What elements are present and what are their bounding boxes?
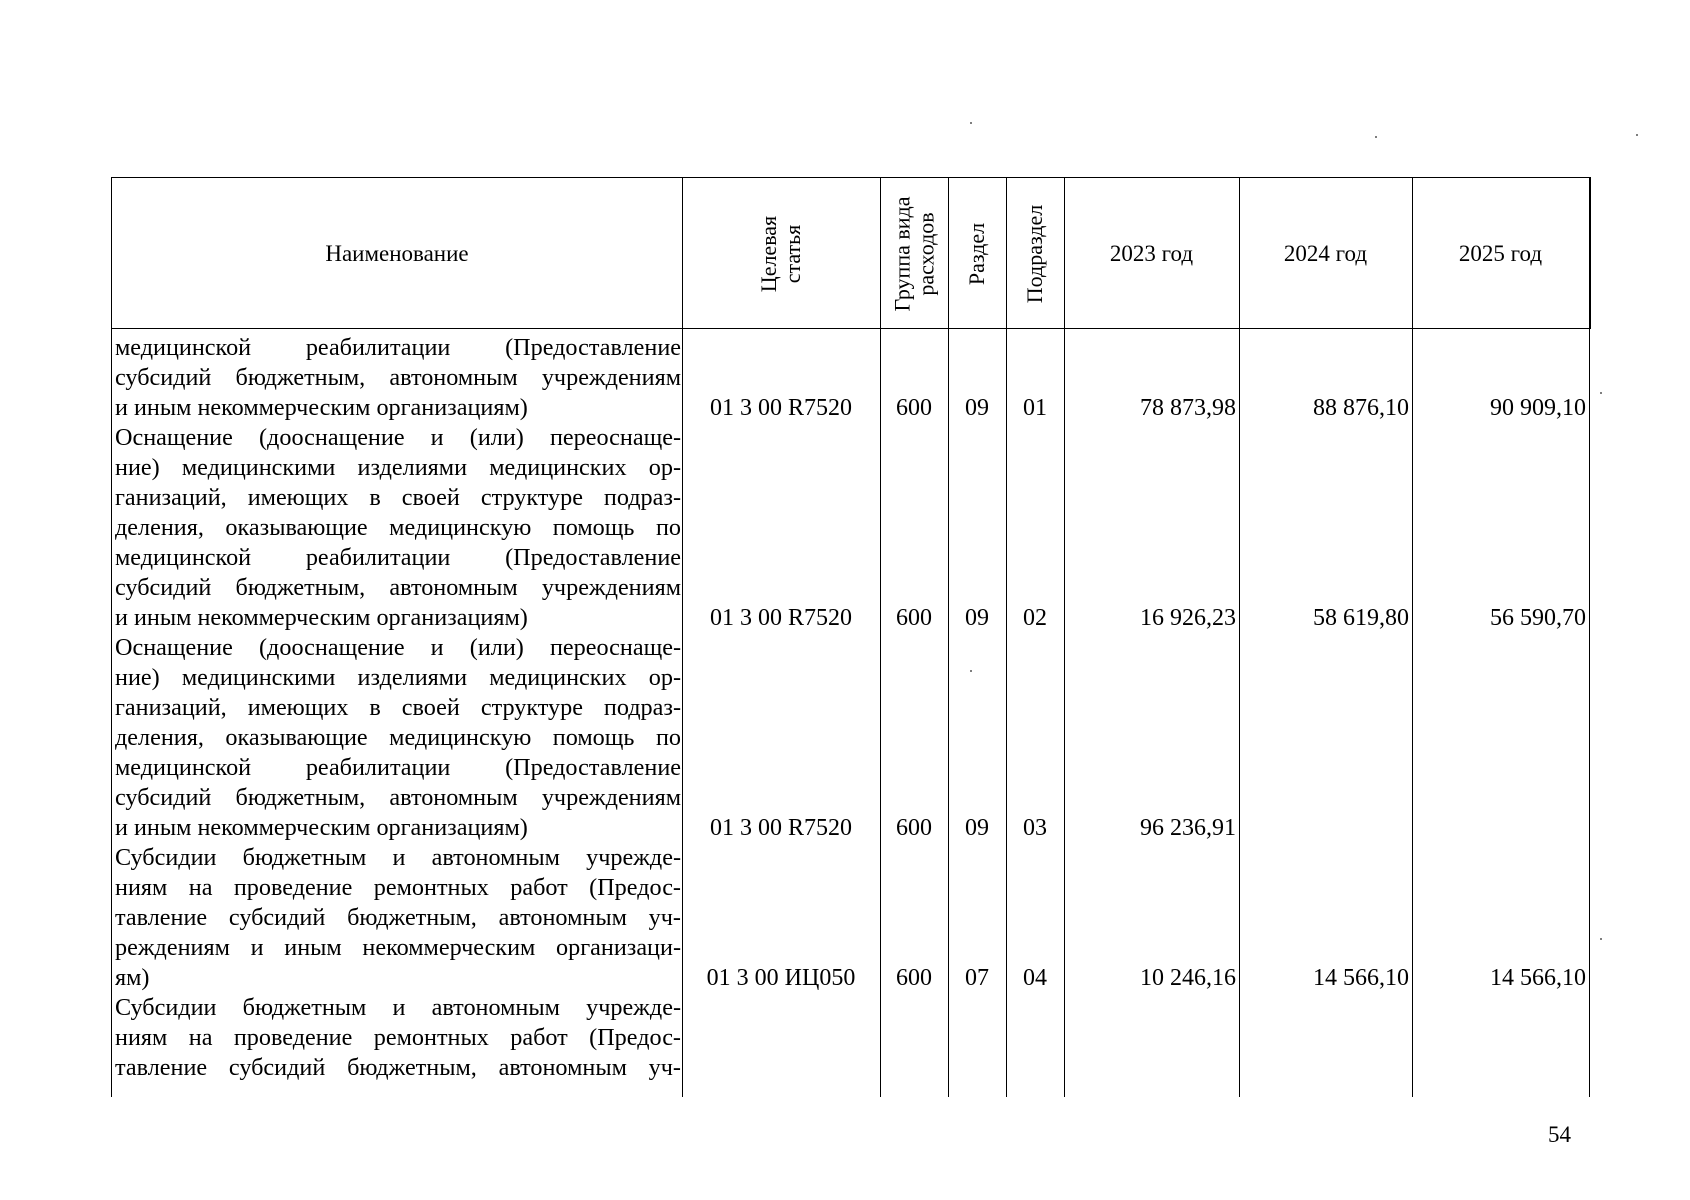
row-name [115, 633, 681, 843]
cell-subsection: 04 [1023, 965, 1047, 991]
row-name-line: Оснащение (дооснащение и (или) переоснаще- [115, 634, 681, 661]
row-name-line: медицинской реабилитации (Предоставление [115, 754, 681, 781]
cell-target-article: 01 3 00 ИЦ050 [706, 965, 856, 991]
row-name-line: Оснащение (дооснащение и (или) переоснаще- [115, 424, 681, 451]
cell-year-2023: 78 873,98 [1140, 395, 1236, 421]
row-name [115, 993, 681, 1083]
row-name-line: и иным некоммерческим организациям) [115, 394, 528, 421]
scan-speck [970, 122, 972, 124]
cell-subsection: 03 [1023, 815, 1047, 841]
cell-year-2025: 90 909,10 [1490, 395, 1586, 421]
cell-section: 09 [965, 815, 989, 841]
row-name-line: субсидий бюджетным, автономным учреждениям [115, 784, 681, 811]
cell-year-2025: 56 590,70 [1490, 605, 1586, 631]
row-name-line: субсидий бюджетным, автономным учреждениям [115, 364, 681, 391]
row-name-line: ганизаций, имеющих в своей структуре подраз- [115, 694, 681, 721]
cell-section: 07 [965, 965, 989, 991]
row-name-line: Субсидии бюджетным и автономным учрежде- [115, 844, 681, 871]
cell-target-article: 01 3 00 R7520 [709, 605, 852, 631]
header-year-2024 [1239, 178, 1412, 330]
cell-year-2023: 10 246,16 [1140, 965, 1236, 991]
cell-year-2024: 58 619,80 [1313, 605, 1409, 631]
row-name-line: ганизаций, имеющих в своей структуре подраз- [115, 484, 681, 511]
page-number: 54 [1548, 1122, 1571, 1147]
cell-year-2023: 96 236,91 [1140, 815, 1236, 841]
row-name-line: медицинской реабилитации (Предоставление [115, 334, 681, 361]
row-name-line: деления, оказывающие медицинскую помощь по [115, 514, 681, 541]
row-name-line: ниям на проведение ремонтных работ (Предос- [115, 874, 681, 901]
scan-speck [1600, 392, 1602, 394]
header-target-article-rotated [757, 216, 805, 292]
header-target-article-line1: Целевая [755, 215, 781, 293]
budget-table [111, 177, 1591, 1097]
row-name-line: ям) [115, 964, 150, 991]
cell-subsection: 02 [1023, 605, 1047, 631]
cell-year-2024: 88 876,10 [1313, 395, 1409, 421]
header-expense-group-rotated [890, 197, 938, 312]
cell-section: 09 [965, 395, 989, 421]
header-target-article [682, 178, 880, 330]
scan-speck [1600, 938, 1602, 940]
row-name [115, 843, 681, 993]
header-expense-group [880, 178, 948, 330]
row-name-line: тавление субсидий бюджетным, автономным уч- [115, 904, 681, 931]
row-name [115, 333, 681, 423]
header-year-2023 [1064, 178, 1239, 330]
header-name-label: Наименование [325, 241, 469, 266]
cell-target-article: 01 3 00 R7520 [709, 395, 852, 421]
row-name-line: реждениям и иным некоммерческим организаци- [115, 934, 681, 961]
header-target-article-line2: статья [779, 224, 805, 284]
cell-target-article: 01 3 00 R7520 [709, 815, 852, 841]
row-name-line: Субсидии бюджетным и автономным учрежде- [115, 994, 681, 1021]
header-name [112, 178, 682, 330]
cell-expense-group: 600 [896, 395, 932, 421]
header-subsection [1006, 178, 1064, 330]
header-year-2023-label: 2023 год [1109, 241, 1194, 266]
header-expense-group-line2: расходов [913, 212, 939, 296]
header-subsection-label: Подраздел [1022, 204, 1048, 304]
row-name-line: медицинской реабилитации (Предоставление [115, 544, 681, 571]
cell-year-2023: 16 926,23 [1140, 605, 1236, 631]
row-name-line: деления, оказывающие медицинскую помощь по [115, 724, 681, 751]
scan-speck [1375, 136, 1377, 138]
row-name-line: ниям на проведение ремонтных работ (Предос- [115, 1024, 681, 1051]
row-name-line: и иным некоммерческим организациям) [115, 604, 528, 631]
header-year-2025-label: 2025 год [1458, 241, 1543, 266]
row-name-line: тавление субсидий бюджетным, автономным уч- [115, 1054, 681, 1081]
cell-year-2024: 14 566,10 [1313, 965, 1409, 991]
table-header [112, 177, 1591, 329]
cell-year-2025: 14 566,10 [1490, 965, 1586, 991]
header-expense-group-line1: Группа вида [889, 196, 915, 312]
cell-subsection: 01 [1023, 395, 1047, 421]
header-section [948, 178, 1006, 330]
cell-expense-group: 600 [896, 815, 932, 841]
scan-speck [1636, 134, 1638, 136]
cell-expense-group: 600 [896, 605, 932, 631]
cell-section: 09 [965, 605, 989, 631]
row-name-line: ние) медицинскими изделиями медицинских ор- [115, 664, 681, 691]
scan-speck [970, 670, 972, 672]
row-name-line: субсидий бюджетным, автономным учреждениям [115, 574, 681, 601]
cell-expense-group: 600 [896, 965, 932, 991]
row-name [115, 423, 681, 633]
row-name-line: ние) медицинскими изделиями медицинских ор- [115, 454, 681, 481]
header-year-2024-label: 2024 год [1283, 241, 1368, 266]
row-name-line: и иным некоммерческим организациям) [115, 814, 528, 841]
header-year-2025 [1412, 178, 1589, 330]
header-section-label: Раздел [964, 222, 990, 286]
